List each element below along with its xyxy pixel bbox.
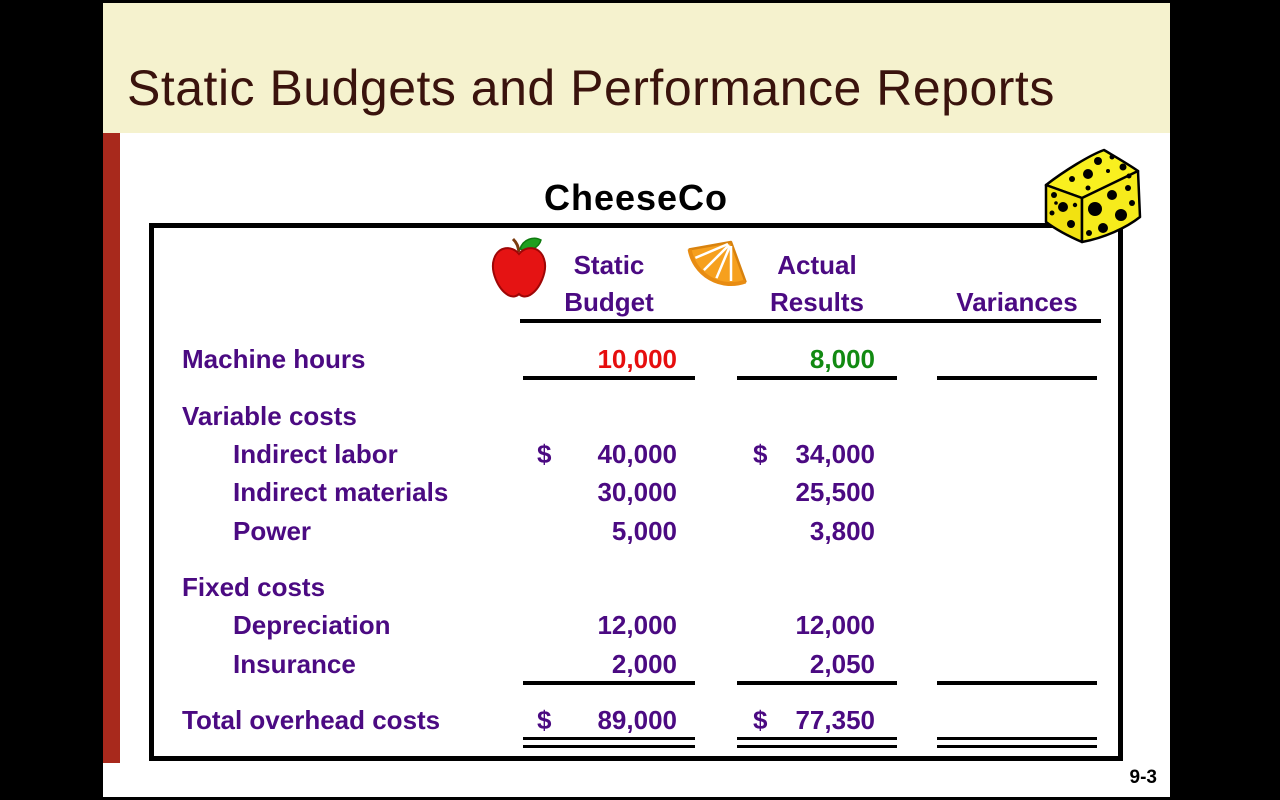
cheese-wedge-icon <box>1042 143 1148 247</box>
total-double-underline <box>154 737 1118 748</box>
column-header-static: Static <box>573 250 645 280</box>
section-label: Fixed costs <box>182 572 326 602</box>
actual-value: 12,000 <box>795 610 875 640</box>
table-row-indirect-labor <box>154 439 1118 469</box>
table-row-total-overhead <box>154 705 1118 735</box>
actual-value: 25,500 <box>795 477 875 507</box>
slide <box>103 3 1170 797</box>
actual-value: 3,800 <box>809 516 875 546</box>
budget-value: 30,000 <box>597 477 677 507</box>
budget-value: 2,000 <box>611 649 677 679</box>
actual-value: 8,000 <box>809 344 875 374</box>
row-label: Power <box>233 516 312 546</box>
budget-value: $ 89,000 <box>537 705 677 735</box>
table-row-variable-costs <box>154 401 1118 431</box>
insurance-underline <box>154 681 1118 685</box>
column-header-variances: Variances <box>956 287 1078 317</box>
header-underline <box>520 319 1101 323</box>
row-label: Total overhead costs <box>182 705 441 735</box>
row-label: Insurance <box>233 649 356 679</box>
actual-value: $ 34,000 <box>753 439 875 469</box>
row-label: Depreciation <box>233 610 391 640</box>
section-label: Variable costs <box>182 401 357 431</box>
actual-value: 2,050 <box>809 649 875 679</box>
budget-value: 10,000 <box>597 344 677 374</box>
title-bar <box>103 3 1170 133</box>
page-number: 9-3 <box>1129 767 1157 788</box>
table-row-depreciation <box>154 610 1118 640</box>
slide-title: Static Budgets and Performance Reports <box>127 60 1055 116</box>
row-label: Indirect materials <box>233 477 449 507</box>
column-header-budget: Budget <box>564 287 654 317</box>
table-row-fixed-costs <box>154 572 1118 602</box>
row-label: Machine hours <box>182 344 366 374</box>
table-row-indirect-materials <box>154 477 1118 507</box>
budget-value: 12,000 <box>597 610 677 640</box>
machine-hours-underline <box>154 376 1118 380</box>
table-row-machine-hours <box>154 344 1118 374</box>
budget-value: 5,000 <box>611 516 677 546</box>
budget-table <box>149 223 1123 761</box>
row-label: Indirect labor <box>233 439 398 469</box>
budget-value: $ 40,000 <box>537 439 677 469</box>
column-header-results: Results <box>770 287 864 317</box>
company-name: CheeseCo <box>543 177 729 218</box>
left-accent-bar <box>103 133 120 763</box>
actual-value: $ 77,350 <box>753 705 875 735</box>
column-header-actual: Actual <box>777 250 857 280</box>
table-row-power <box>154 516 1118 546</box>
table-row-insurance <box>154 649 1118 679</box>
